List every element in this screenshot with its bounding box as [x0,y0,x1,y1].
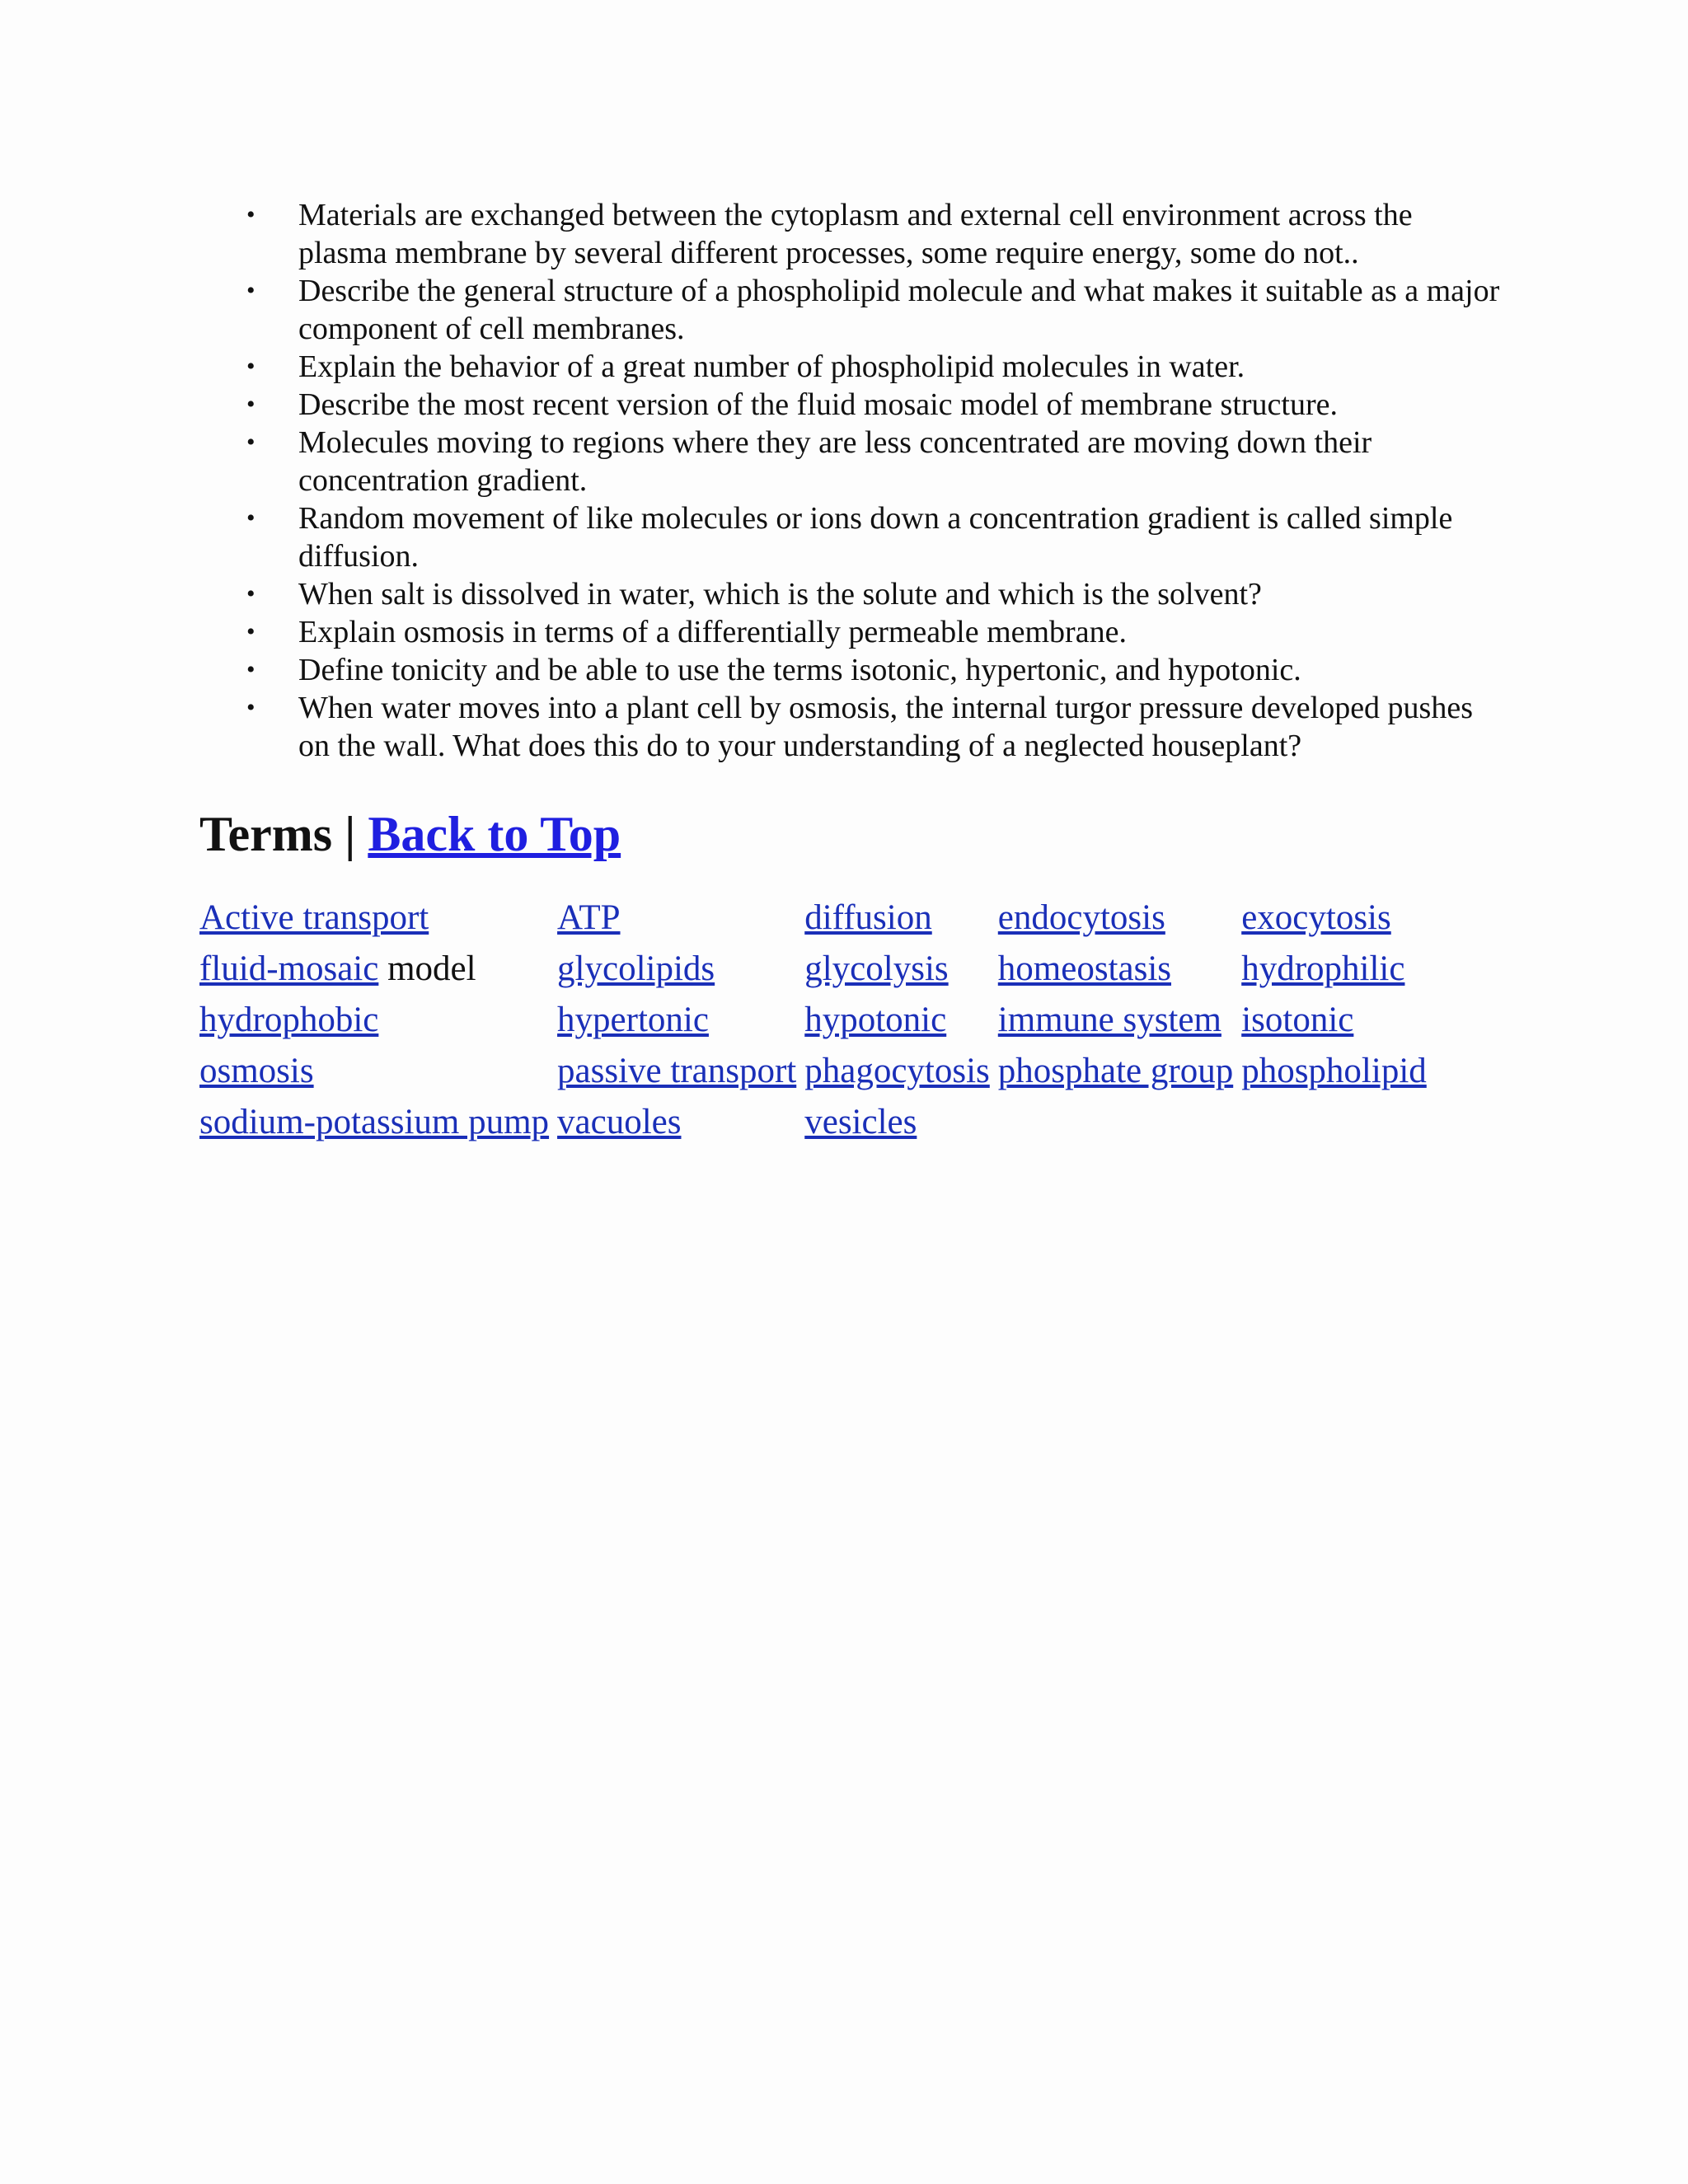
bullet-icon: • [246,618,256,645]
terms-table [199,892,1435,1147]
list-item-text: Define tonicity and be able to use the terms isotonic, hypertonic, and hypotonic. [298,653,1301,687]
term-link[interactable]: ATP [557,898,621,937]
list-item [199,386,1502,424]
table-cell [557,994,804,1045]
term-link[interactable]: vacuoles [557,1102,682,1141]
table-cell [1241,1045,1435,1096]
terms-title: Terms [199,807,333,861]
term-link[interactable]: diffusion [804,898,932,937]
table-cell [1241,943,1435,994]
bullet-icon: • [246,277,256,304]
list-item-text: Describe the most recent version of the fluid mosaic model of membrane structure. [298,387,1338,422]
term-link[interactable]: sodium-potassium pump [199,1102,550,1141]
list-item [199,348,1502,386]
table-cell [998,1096,1241,1147]
list-item-text: Materials are exchanged between the cytoplasm and external cell environment across the plasma membrane by several different processes, some require energy, some do not.. [298,198,1413,270]
term-link[interactable]: vesicles [804,1102,917,1141]
table-cell [998,1045,1241,1096]
table-row [199,1045,1435,1096]
term-link[interactable]: passive transport [557,1051,797,1090]
table-cell [199,1096,557,1147]
table-cell [1241,994,1435,1045]
term-link[interactable]: immune system [997,1000,1221,1039]
term-link[interactable]: hydrophobic [199,1000,379,1039]
list-item [199,196,1502,272]
table-cell [199,1045,557,1096]
table-row [199,994,1435,1045]
list-item [199,689,1502,765]
objectives-list [199,196,1502,765]
term-link[interactable]: hydrophilic [1241,949,1405,988]
list-item-text: When water moves into a plant cell by osmosis, the internal turgor pressure developed pushes on the wall. What does this do to your understanding of a neglected houseplant? [298,691,1473,763]
bullet-icon: • [246,504,256,532]
table-row [199,892,1435,943]
list-item [199,651,1502,689]
term-link[interactable]: glycolysis [804,949,949,988]
table-row [199,943,1435,994]
bullet-icon: • [246,580,256,607]
term-link[interactable]: exocytosis [1241,898,1391,937]
table-cell [998,943,1241,994]
list-item-text: Random movement of like molecules or ions down a concentration gradient is called simple diffusion. [298,501,1453,574]
term-link[interactable]: osmosis [199,1051,314,1090]
list-item [199,424,1502,499]
table-cell [804,1045,998,1096]
table-cell [804,892,998,943]
bullet-icon: • [246,656,256,683]
list-item-text: Explain osmosis in terms of a differentially permeable membrane. [298,615,1127,649]
bullet-icon: • [246,694,256,721]
list-item [199,272,1502,348]
list-item-text: Describe the general structure of a phospholipid molecule and what makes it suitable as a major component of cell membranes. [298,274,1500,346]
term-link[interactable]: Active transport [199,898,429,937]
back-to-top-link[interactable]: Back to Top [368,807,621,861]
terms-heading [199,803,1502,865]
list-item [199,499,1502,575]
term-link[interactable]: isotonic [1241,1000,1354,1039]
list-item-text: Explain the behavior of a great number of phospholipid molecules in water. [298,349,1245,384]
list-item-text: When salt is dissolved in water, which is the solute and which is the solvent? [298,577,1262,612]
table-cell [804,994,998,1045]
table-cell [804,943,998,994]
term-link[interactable]: endocytosis [997,898,1165,937]
table-cell [804,1096,998,1147]
term-link[interactable]: phosphate group [997,1051,1234,1090]
bullet-icon: • [246,391,256,418]
table-cell [1241,1096,1435,1147]
term-link[interactable]: phospholipid [1241,1051,1427,1090]
bullet-icon: • [246,353,256,380]
table-cell [557,1045,804,1096]
table-cell [199,994,557,1045]
table-cell [998,994,1241,1045]
table-cell [557,943,804,994]
term-link[interactable]: hypotonic [804,1000,947,1039]
bullet-icon: • [246,429,256,456]
term-link[interactable]: glycolipids [557,949,715,988]
table-cell [1241,892,1435,943]
bullet-icon: • [246,201,256,228]
term-link[interactable]: phagocytosis [804,1051,990,1090]
table-row [199,1096,1435,1147]
term-link[interactable]: fluid-mosaic [199,949,379,988]
term-link[interactable]: homeostasis [997,949,1171,988]
term-suffix-text: model [378,949,476,988]
list-item [199,575,1502,613]
table-cell [998,892,1241,943]
table-cell [199,892,557,943]
heading-separator: | [332,807,368,861]
term-link[interactable]: hypertonic [557,1000,709,1039]
table-cell [199,943,557,994]
list-item-text: Molecules moving to regions where they are less concentrated are moving down their concentration gradient. [298,425,1372,498]
table-cell [557,1096,804,1147]
table-cell [557,892,804,943]
list-item [199,613,1502,651]
document-page [199,196,1502,1147]
